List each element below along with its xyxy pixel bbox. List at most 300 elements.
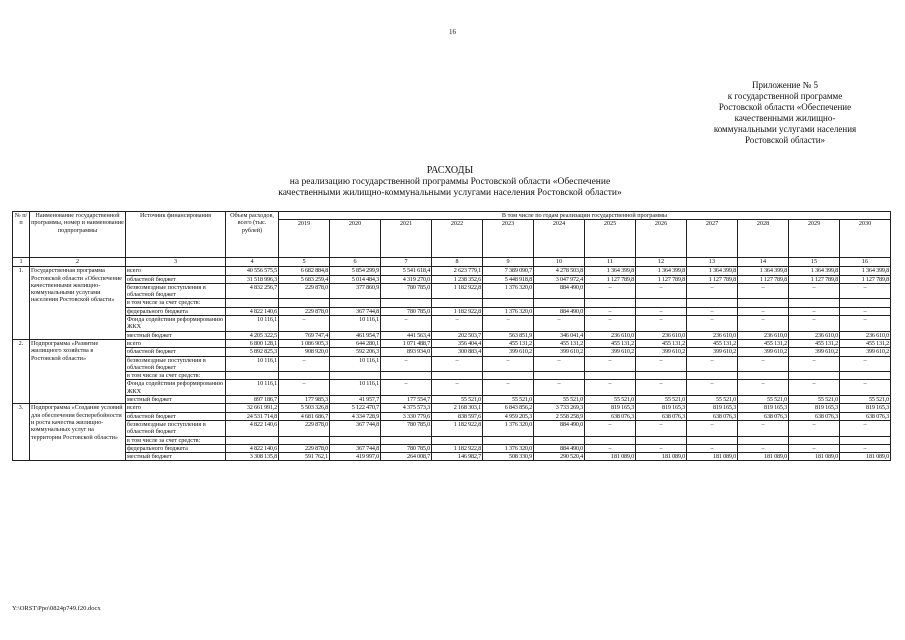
year-value-cell: – — [483, 356, 534, 372]
table-row — [13, 331, 891, 339]
column-index: 9 — [483, 258, 534, 267]
year-value-cell: 4 334 728,9 — [330, 412, 381, 420]
table-row — [13, 299, 891, 307]
year-value-cell: 229 878,0 — [279, 307, 330, 315]
total-cell: 10 116,1 — [226, 316, 279, 332]
year-value-cell: – — [381, 380, 432, 396]
year-value-cell: 508 330,9 — [483, 453, 534, 461]
file-path: Y:\ORST\Ppo\0824p749.f20.docx — [12, 605, 101, 612]
year-value-cell: – — [789, 444, 840, 452]
year-value-cell: 229 878,0 — [279, 420, 330, 436]
year-value-cell: 6 682 884,8 — [279, 267, 330, 275]
column-index: 8 — [432, 258, 483, 267]
year-value-cell — [687, 372, 738, 380]
year-value-cell: 2 558 258,9 — [534, 412, 585, 420]
year-value-cell: – — [585, 316, 636, 332]
table-row — [13, 283, 891, 299]
total-cell — [226, 372, 279, 380]
year-value-cell: 838 597,6 — [432, 412, 483, 420]
year-value-cell: 55 521,0 — [687, 396, 738, 404]
header-year: 2027 — [687, 220, 738, 258]
year-value-cell: – — [789, 307, 840, 315]
column-index: 4 — [226, 258, 279, 267]
year-value-cell: – — [279, 316, 330, 332]
year-value-cell — [483, 299, 534, 307]
year-value-cell: 455 131,2 — [840, 339, 891, 347]
year-value-cell: 55 521,0 — [789, 396, 840, 404]
year-value-cell: 638 076,3 — [789, 412, 840, 420]
table-row — [13, 275, 891, 283]
column-index: 11 — [585, 258, 636, 267]
funding-source: областной бюджет — [126, 348, 226, 356]
year-value-cell: – — [687, 356, 738, 372]
table-row — [13, 412, 891, 420]
year-value-cell: – — [636, 316, 687, 332]
year-value-cell: – — [738, 307, 789, 315]
year-value-cell: 1 364 399,8 — [636, 267, 687, 275]
year-value-cell: – — [789, 316, 840, 332]
year-value-cell: 591 762,1 — [279, 453, 330, 461]
header-year: 2030 — [840, 220, 891, 258]
year-value-cell: 5 683 259,4 — [279, 275, 330, 283]
year-value-cell — [636, 436, 687, 444]
funding-source: местный бюджет — [126, 453, 226, 461]
year-value-cell: 1 376 320,0 — [483, 307, 534, 315]
year-value-cell: 1 182 922,8 — [432, 283, 483, 299]
year-value-cell: 441 563,4 — [381, 331, 432, 339]
year-value-cell: – — [789, 283, 840, 299]
year-value-cell: 356 404,4 — [432, 339, 483, 347]
year-value-cell: 399 610,2 — [534, 348, 585, 356]
year-value-cell — [330, 372, 381, 380]
appendix-line: Приложение № 5 — [752, 80, 818, 90]
year-value-cell: 367 744,8 — [330, 420, 381, 436]
header-year: 2023 — [483, 220, 534, 258]
appendix-line: качественными жилищно- — [734, 113, 836, 123]
year-value-cell: – — [585, 307, 636, 315]
year-value-cell: 3 330 779,6 — [381, 412, 432, 420]
year-value-cell: 181 089,0 — [738, 453, 789, 461]
year-value-cell: 4 959 205,3 — [483, 412, 534, 420]
block-number: 2. — [13, 339, 30, 403]
year-value-cell — [279, 299, 330, 307]
header-year: 2029 — [789, 220, 840, 258]
year-value-cell: 638 076,3 — [585, 412, 636, 420]
year-value-cell: 592 206,3 — [330, 348, 381, 356]
column-index: 3 — [126, 258, 226, 267]
year-value-cell: – — [840, 356, 891, 372]
year-value-cell: – — [840, 444, 891, 452]
year-value-cell: 769 747,4 — [279, 331, 330, 339]
year-value-cell: – — [687, 307, 738, 315]
year-value-cell: – — [534, 316, 585, 332]
total-cell: 4 832 256,7 — [226, 283, 279, 299]
year-value-cell: 5 541 618,4 — [381, 267, 432, 275]
year-value-cell — [330, 299, 381, 307]
year-value-cell: 819 165,3 — [840, 404, 891, 412]
year-value-cell: – — [687, 316, 738, 332]
year-value-cell: – — [738, 356, 789, 372]
column-index: 12 — [636, 258, 687, 267]
total-cell: 40 556 575,5 — [226, 267, 279, 275]
year-value-cell: – — [636, 444, 687, 452]
funding-source: местный бюджет — [126, 331, 226, 339]
year-value-cell: 638 076,3 — [738, 412, 789, 420]
year-value-cell: 884 490,0 — [534, 283, 585, 299]
year-value-cell: 229 878,0 — [279, 444, 330, 452]
year-value-cell — [585, 372, 636, 380]
year-value-cell: 181 089,0 — [687, 453, 738, 461]
page-number: 16 — [449, 28, 456, 36]
year-value-cell: – — [432, 316, 483, 332]
year-value-cell: 181 089,0 — [585, 453, 636, 461]
year-value-cell — [840, 299, 891, 307]
heading-title: РАСХОДЫ — [426, 165, 474, 176]
year-value-cell: 1 364 399,8 — [789, 267, 840, 275]
year-value-cell: 819 165,3 — [687, 404, 738, 412]
year-value-cell: 10 116,1 — [330, 316, 381, 332]
header-year: 2026 — [636, 220, 687, 258]
year-value-cell — [279, 372, 330, 380]
year-value-cell: 1 238 352,6 — [432, 275, 483, 283]
year-value-cell: 4 375 573,3 — [381, 404, 432, 412]
year-value-cell — [483, 372, 534, 380]
year-value-cell: 884 490,0 — [534, 307, 585, 315]
column-index: 14 — [738, 258, 789, 267]
year-value-cell: 819 165,3 — [738, 404, 789, 412]
year-value-cell: 455 131,2 — [789, 339, 840, 347]
year-value-cell: 1 127 789,8 — [789, 275, 840, 283]
year-value-cell: – — [840, 380, 891, 396]
year-value-cell: 638 076,3 — [636, 412, 687, 420]
year-value-cell: 455 131,2 — [585, 339, 636, 347]
year-value-cell: – — [585, 380, 636, 396]
table-row — [13, 453, 891, 461]
year-value-cell: 780 785,0 — [381, 444, 432, 452]
funding-source: всего — [126, 267, 226, 275]
year-value-cell: 819 165,3 — [636, 404, 687, 412]
total-cell: 24 531 714,8 — [226, 412, 279, 420]
year-value-cell: 1 127 789,8 — [840, 275, 891, 283]
year-value-cell — [687, 299, 738, 307]
year-value-cell — [534, 436, 585, 444]
table-row — [13, 420, 891, 436]
year-value-cell: 1 376 320,0 — [483, 283, 534, 299]
year-value-cell: – — [738, 420, 789, 436]
year-value-cell: 55 521,0 — [738, 396, 789, 404]
year-value-cell — [432, 372, 483, 380]
table-row — [13, 316, 891, 332]
year-value-cell: 1 182 922,8 — [432, 307, 483, 315]
year-value-cell: – — [687, 444, 738, 452]
column-index: 2 — [30, 258, 126, 267]
appendix-line: к государственной программе — [727, 91, 843, 101]
year-value-cell: – — [585, 420, 636, 436]
year-value-cell: – — [789, 420, 840, 436]
total-cell: 4 822 140,6 — [226, 307, 279, 315]
year-value-cell: 3 733 269,3 — [534, 404, 585, 412]
total-cell: 3 308 135,8 — [226, 453, 279, 461]
year-value-cell: 1 127 789,8 — [687, 275, 738, 283]
year-value-cell: 5 014 484,3 — [330, 275, 381, 283]
year-value-cell — [432, 299, 483, 307]
year-value-cell: 300 883,4 — [432, 348, 483, 356]
year-value-cell: 7 389 090,7 — [483, 267, 534, 275]
year-value-cell: – — [636, 307, 687, 315]
year-value-cell: 367 744,8 — [330, 444, 381, 452]
funding-source: в том числе за счет средств: — [126, 372, 226, 380]
funding-source: в том числе за счет средств: — [126, 436, 226, 444]
year-value-cell: 399 610,2 — [840, 348, 891, 356]
year-value-cell: 563 851,9 — [483, 331, 534, 339]
year-value-cell: 893 934,0 — [381, 348, 432, 356]
table-row — [13, 436, 891, 444]
total-cell: 32 661 991,2 — [226, 404, 279, 412]
year-value-cell: 638 076,3 — [840, 412, 891, 420]
year-value-cell: 419 997,0 — [330, 453, 381, 461]
year-value-cell: – — [840, 283, 891, 299]
year-value-cell: 181 089,0 — [636, 453, 687, 461]
year-value-cell — [432, 436, 483, 444]
year-value-cell — [738, 299, 789, 307]
year-value-cell: 1 127 789,8 — [738, 275, 789, 283]
year-value-cell: 1 364 399,8 — [585, 267, 636, 275]
funding-source: местный бюджет — [126, 396, 226, 404]
block-name: Подпрограмма «Создание условий для обеспечения бесперебойности и роста качества жилищно-коммунальных услуг на территории Ростовской области» — [30, 404, 126, 461]
year-value-cell: – — [687, 380, 738, 396]
year-value-cell — [534, 299, 585, 307]
table-row — [13, 307, 891, 315]
table-row — [13, 348, 891, 356]
year-value-cell: 399 610,2 — [738, 348, 789, 356]
appendix-line: коммунальными услугами населения — [713, 124, 857, 134]
funding-source: безвозмездные поступления в областной бюджет — [126, 356, 226, 372]
year-value-cell: – — [636, 356, 687, 372]
year-value-cell: 5 503 326,8 — [279, 404, 330, 412]
year-value-cell: 4 681 686,7 — [279, 412, 330, 420]
total-cell: 6 800 128,1 — [226, 339, 279, 347]
year-value-cell: 4 278 503,8 — [534, 267, 585, 275]
funding-source: Фонда содействия реформированию ЖКХ — [126, 316, 226, 332]
year-value-cell: 461 954,7 — [330, 331, 381, 339]
year-value-cell: 3 047 972,4 — [534, 275, 585, 283]
year-value-cell: 55 521,0 — [840, 396, 891, 404]
year-value-cell: 399 610,2 — [483, 348, 534, 356]
year-value-cell: 1 127 789,8 — [585, 275, 636, 283]
year-value-cell — [789, 372, 840, 380]
year-value-cell: 780 785,0 — [381, 283, 432, 299]
year-value-cell — [738, 372, 789, 380]
year-value-cell: 644 280,1 — [330, 339, 381, 347]
year-value-cell — [840, 436, 891, 444]
header-year: 2020 — [330, 220, 381, 258]
column-index: 15 — [789, 258, 840, 267]
year-value-cell: 884 490,0 — [534, 420, 585, 436]
column-index: 5 — [279, 258, 330, 267]
year-value-cell: 399 610,2 — [585, 348, 636, 356]
year-value-cell: – — [534, 380, 585, 396]
year-value-cell: 55 521,0 — [483, 396, 534, 404]
year-value-cell: – — [483, 316, 534, 332]
header-year: 2022 — [432, 220, 483, 258]
year-value-cell: 41 957,7 — [330, 396, 381, 404]
year-value-cell: – — [840, 307, 891, 315]
year-value-cell: – — [738, 283, 789, 299]
year-value-cell: – — [687, 420, 738, 436]
year-value-cell: – — [738, 380, 789, 396]
funding-source: всего — [126, 404, 226, 412]
funding-source: областной бюджет — [126, 412, 226, 420]
year-value-cell: 2 623 779,1 — [432, 267, 483, 275]
appendix-line: Ростовской области» — [744, 135, 826, 145]
table-row — [13, 372, 891, 380]
table-row — [13, 404, 891, 412]
year-value-cell: 177 985,3 — [279, 396, 330, 404]
funding-source: федерального бюджета — [126, 307, 226, 315]
funding-source: всего — [126, 339, 226, 347]
table-row — [13, 396, 891, 404]
year-value-cell: – — [840, 316, 891, 332]
year-value-cell: – — [279, 380, 330, 396]
year-value-cell — [585, 436, 636, 444]
year-value-cell: – — [789, 380, 840, 396]
year-value-cell: 1 127 789,8 — [636, 275, 687, 283]
table-row — [13, 356, 891, 372]
year-value-cell — [636, 372, 687, 380]
block-number: 1. — [13, 267, 30, 340]
year-value-cell: 780 785,0 — [381, 307, 432, 315]
appendix-line: Ростовской области «Обеспечение — [718, 102, 852, 112]
year-value-cell: 6 843 856,2 — [483, 404, 534, 412]
block-name: Государственная программа Ростовской области «Обеспечение качественными жилищно-коммунальными услугами населения Ростовской области» — [30, 267, 126, 340]
year-value-cell: 264 008,7 — [381, 453, 432, 461]
heading-line: качественными жилищно-коммунальными услугами населения Ростовской области» — [278, 188, 622, 198]
year-value-cell: 236 610,0 — [789, 331, 840, 339]
document-heading — [200, 165, 700, 200]
year-value-cell: 455 131,2 — [534, 339, 585, 347]
year-value-cell: 55 521,0 — [534, 396, 585, 404]
year-value-cell: 908 920,0 — [279, 348, 330, 356]
column-index: 7 — [381, 258, 432, 267]
year-value-cell — [636, 299, 687, 307]
year-value-cell: 236 610,0 — [738, 331, 789, 339]
year-value-cell: 229 878,0 — [279, 283, 330, 299]
year-value-cell: 399 610,2 — [789, 348, 840, 356]
year-value-cell — [381, 372, 432, 380]
year-value-cell: 455 131,2 — [687, 339, 738, 347]
funding-source: федерального бюджета — [126, 444, 226, 452]
year-value-cell: – — [636, 283, 687, 299]
year-value-cell: 346 041,4 — [534, 331, 585, 339]
year-value-cell — [789, 299, 840, 307]
year-value-cell: 55 521,0 — [432, 396, 483, 404]
header-name: Наименование государственной программы, номер и наименование подпрограммы — [30, 212, 126, 258]
year-value-cell: 2 168 303,1 — [432, 404, 483, 412]
year-value-cell: 1 364 399,8 — [738, 267, 789, 275]
header-source: Источник финансирования — [126, 212, 226, 258]
total-cell: 4 822 140,6 — [226, 420, 279, 436]
expenses-table — [12, 211, 891, 461]
year-value-cell: 455 131,2 — [738, 339, 789, 347]
year-value-cell: 177 554,7 — [381, 396, 432, 404]
block-number: 3. — [13, 404, 30, 461]
header-total: Объем расходов, всего (тыс. рублей) — [226, 212, 279, 258]
year-value-cell: 5 854 299,9 — [330, 267, 381, 275]
header-year: 2028 — [738, 220, 789, 258]
year-value-cell: 455 131,2 — [483, 339, 534, 347]
year-value-cell: 638 076,3 — [687, 412, 738, 420]
year-value-cell: 1 364 399,8 — [840, 267, 891, 275]
table-row — [13, 380, 891, 396]
table-row — [13, 339, 891, 347]
year-value-cell: – — [738, 444, 789, 452]
year-value-cell: – — [279, 356, 330, 372]
total-cell: 5 892 825,3 — [226, 348, 279, 356]
year-value-cell: 4 319 270,0 — [381, 275, 432, 283]
total-cell: 10 116,1 — [226, 380, 279, 396]
year-value-cell: – — [738, 316, 789, 332]
total-cell: 4 822 140,6 — [226, 444, 279, 452]
total-cell: 897 186,7 — [226, 396, 279, 404]
year-value-cell: – — [585, 444, 636, 452]
total-cell: 4 205 322,5 — [226, 331, 279, 339]
year-value-cell: 399 610,2 — [636, 348, 687, 356]
year-value-cell: – — [789, 356, 840, 372]
year-value-cell: 10 116,1 — [330, 380, 381, 396]
total-cell — [226, 436, 279, 444]
funding-source: безвозмездные поступления в областной бюджет — [126, 283, 226, 299]
year-value-cell: – — [483, 380, 534, 396]
column-index: 10 — [534, 258, 585, 267]
table-row — [13, 267, 891, 275]
year-value-cell: – — [534, 356, 585, 372]
funding-source: областной бюджет — [126, 275, 226, 283]
year-value-cell: – — [636, 420, 687, 436]
column-index: 1 — [13, 258, 30, 267]
year-value-cell — [840, 372, 891, 380]
header-num: № п/п — [13, 212, 30, 258]
header-year: 2021 — [381, 220, 432, 258]
year-value-cell: – — [432, 356, 483, 372]
year-value-cell: – — [840, 420, 891, 436]
year-value-cell: 780 785,0 — [381, 420, 432, 436]
year-value-cell: 236 610,0 — [636, 331, 687, 339]
total-cell — [226, 299, 279, 307]
column-index: 16 — [840, 258, 891, 267]
funding-source: в том числе за счет средств: — [126, 299, 226, 307]
table-row — [13, 444, 891, 452]
year-value-cell: – — [432, 380, 483, 396]
year-value-cell: 1 086 905,3 — [279, 339, 330, 347]
total-cell: 10 116,1 — [226, 356, 279, 372]
year-value-cell — [585, 299, 636, 307]
year-value-cell: 1 376 320,0 — [483, 444, 534, 452]
year-value-cell: – — [381, 316, 432, 332]
year-value-cell: – — [381, 356, 432, 372]
year-value-cell — [738, 436, 789, 444]
year-value-cell — [381, 436, 432, 444]
year-value-cell: 399 610,2 — [687, 348, 738, 356]
year-value-cell — [534, 372, 585, 380]
year-value-cell: – — [585, 283, 636, 299]
year-value-cell: 1 182 922,8 — [432, 444, 483, 452]
year-value-cell: 10 116,1 — [330, 356, 381, 372]
header-year: 2019 — [279, 220, 330, 258]
year-value-cell: 55 521,0 — [585, 396, 636, 404]
year-value-cell: 5 122 470,7 — [330, 404, 381, 412]
year-value-cell: 181 089,0 — [840, 453, 891, 461]
year-value-cell: 819 165,3 — [585, 404, 636, 412]
